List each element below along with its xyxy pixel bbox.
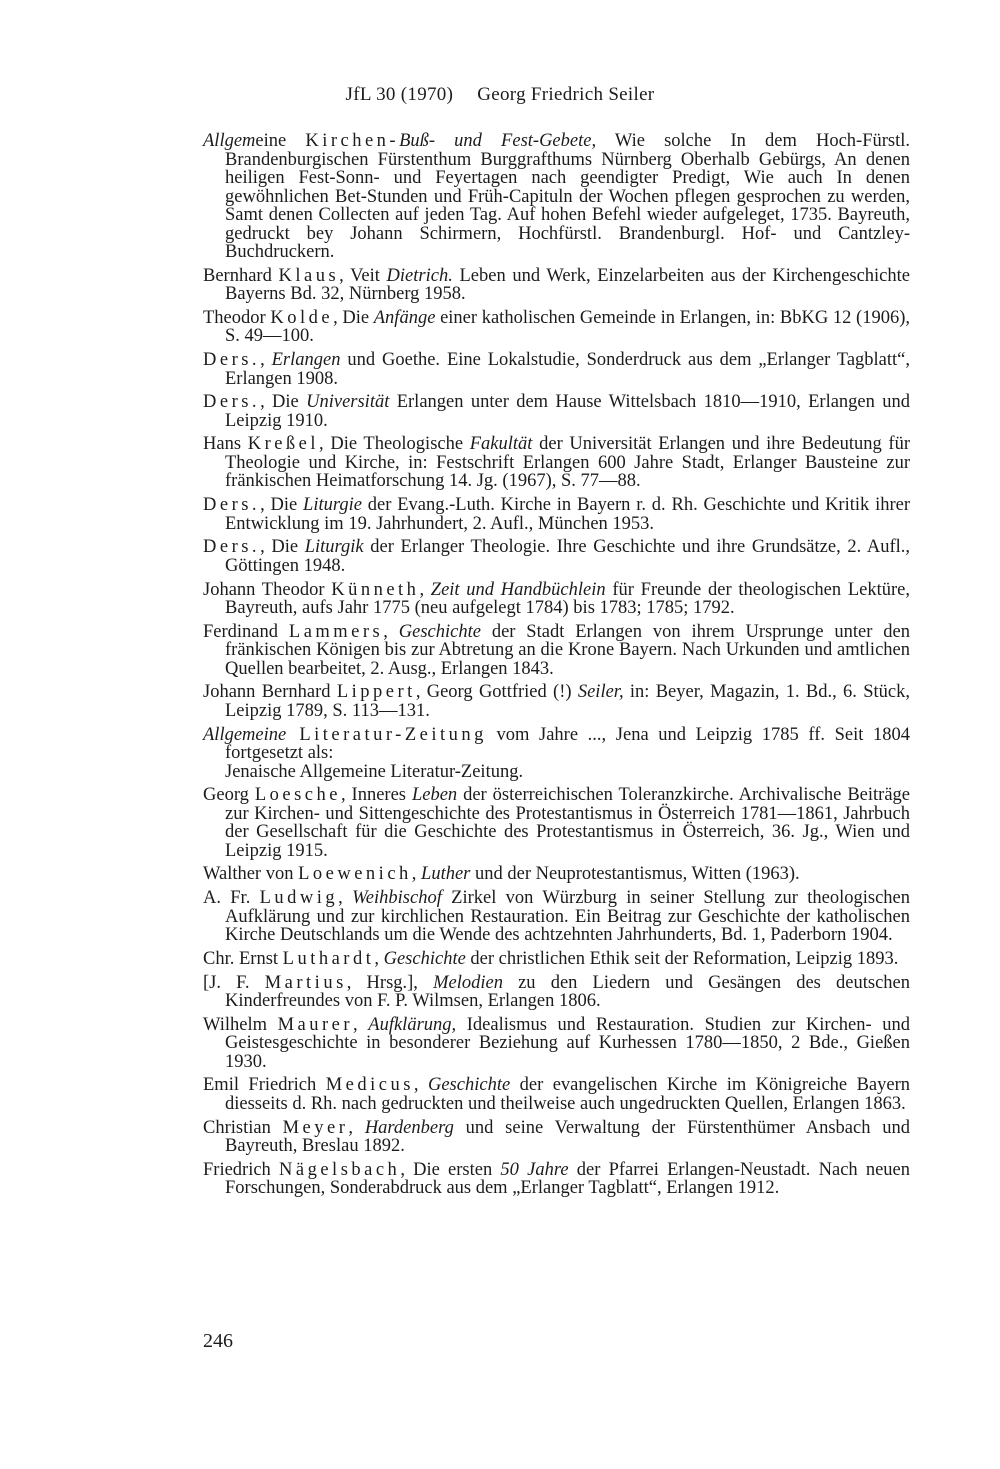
entry-i-text: Geschichte <box>427 1075 511 1096</box>
entry-d-text: für Freunde der theologischen Lektüre, Bayreuth, aufs Jahr 1775 (neu aufgelegt 1784) bis 1783; 1785; 1792. <box>225 579 910 618</box>
entry-a-text: Chr. Ernst <box>203 948 283 969</box>
bibliography-entry <box>203 132 910 262</box>
bibliography-entry <box>203 974 910 1011</box>
bibliography-entry <box>203 393 910 430</box>
entry-d-text: der österreichischen Toleranzkirche. Archivalische Beiträge zur Kirchen- und Sittengeschichte des Protestantismus in Österreich 1781—1861, Jahrbuch der Gesellschaft für die Geschichte des Protestantismus in Österreich, 36. Jg., Wien und Leipzig 1915. <box>225 785 910 861</box>
bibliography-entry <box>203 496 910 533</box>
entry-b-text: , Inneres <box>340 785 412 806</box>
entry-i-text: Geschichte <box>383 948 466 969</box>
entry-d-text: der christlichen Ethik seit der Reformation, Leipzig 1893. <box>465 948 899 969</box>
entry-i-text: Seiler, <box>577 682 624 703</box>
entry-a-text: Walther von <box>203 864 299 885</box>
entry-b-text: , <box>411 864 422 885</box>
entry-i-text: Buß- und Fest-Gebete, <box>399 131 597 151</box>
entry-i-text: Anfänge <box>373 307 436 328</box>
bibliography-entry <box>203 683 910 720</box>
entry-d-text: der Erlanger Theologie. Ihre Geschichte und ihre Grundsätze, 2. Aufl., Göttingen 1948. <box>225 537 910 576</box>
entry-b-text: , <box>338 888 353 909</box>
bibliography-list <box>203 132 910 1203</box>
entry-a-text: Johann Bernhard <box>203 682 337 703</box>
entry-a-text: Emil Friedrich <box>203 1075 326 1096</box>
entry-d-text: und Goethe. Eine Lokalstudie, Sonderdruck aus dem „Erlanger Tagblatt“, Erlangen 1908. <box>225 350 910 389</box>
journal-reference: JfL 30 (1970) <box>345 84 454 105</box>
entry-sp-text: Martius <box>264 972 347 993</box>
bibliography-entry <box>203 351 910 388</box>
entry-sp-text: Lammers <box>288 621 384 642</box>
entry-d-text: der Stadt Erlangen von ihrem Ursprunge unter den fränkischen Königen bis zur Abtretung an die Krone Bayern. Nach Urkunden und amtlichen Quellen bearbeitet, 2. Ausg., Erlangen 1843. <box>225 621 911 679</box>
entry-i-text: Allgem <box>203 131 256 151</box>
entry-d-text: der Universität Erlangen und ihre Bedeutung für Theologie und Kirche, in: Festschrift Erlangen 600 Jahre Stadt, Erlanger Bausteine zur fränkischen Heimatforschung 14. Jg. (1967), S. 77—88. <box>225 434 910 492</box>
entry-d-text: Leben und Werk, Einzelarbeiten aus der Kirchengeschichte Bayerns Bd. 32, Nürnberg 1958. <box>225 265 910 305</box>
bibliography-entry <box>203 950 910 969</box>
entry-i-text: Liturgik <box>304 537 364 558</box>
entry-sp-text: Literatur-Zeitung <box>286 724 487 745</box>
entry-i-text: Geschichte <box>398 621 481 642</box>
bibliography-entry <box>203 623 910 679</box>
entry-d-text: Wie solche In dem Hoch-Fürstl. Brandenburgischen Fürstenthum Burggrafthums Nürnberg Oberhalb Gebürgs, An denen heiligen Fest-Sonn- und Feyertagen nach geendigter Predigt, Wie auch In denen gewöhnlichen Bet-Stunden und Früh-Capituln der Wochen pflegen gesprochen zu werden, Samt denen Collecten auf jeden Tag. Auf hohen Befehl wieder aufgeleget, 1735. Bayreuth, gedruckt bey Johann Schirmern, Hochfürstl. Brandenburgl. Hof- und Cantzley-Buchdruckern. <box>225 131 910 262</box>
entry-b-text: , Die Theologische <box>319 434 470 455</box>
entry-a-text: [J. F. <box>203 972 265 993</box>
entry-d-text: zu den Liedern und Gesängen des deutschen Kinderfreundes von F. P. Wilmsen, Erlangen 1806. <box>225 972 910 1011</box>
entry-i-text: Universität <box>306 392 390 413</box>
entry-i-text: 50 Jahre <box>500 1159 569 1180</box>
entry-br-text: Jenaische Allgemeine Literatur-Zeitung. <box>225 761 524 782</box>
bibliography-entry <box>203 889 910 945</box>
entry-sp-text: Ders. <box>203 495 261 516</box>
entry-a-text: Hans <box>203 434 248 455</box>
bibliography-entry <box>203 865 910 884</box>
entry-c-text: eine <box>255 131 306 151</box>
entry-d-text: einer katholischen Gemeinde in Erlangen, in: BbKG 12 (1906), S. 49—100. <box>225 307 910 347</box>
running-header <box>0 84 1000 106</box>
entry-b-text: , Die ersten <box>400 1159 501 1180</box>
bibliography-entry <box>203 538 910 575</box>
entry-sp-text: Künneth <box>331 579 420 600</box>
entry-i-text: Aufklärung, <box>368 1014 457 1035</box>
entry-a-text: Bernhard <box>203 265 279 286</box>
entry-sp-text: Luthardt <box>282 948 375 969</box>
entry-b-text: , <box>348 1117 365 1138</box>
entry-a-text: Theodor <box>203 307 271 328</box>
entry-d-text: der Evang.-Luth. Kirche in Bayern r. d. Rh. Geschichte und Kritik ihrer Entwicklung im 19. Jahrhundert, 2. Aufl., München 1953. <box>225 495 910 534</box>
entry-d-text: und seine Verwaltung der Fürstenthümer Ansbach und Bayreuth, Breslau 1892. <box>225 1117 910 1157</box>
entry-b-text: , <box>413 1075 428 1096</box>
bibliography-entry <box>203 435 910 491</box>
entry-i-text: Fakultät <box>469 434 533 455</box>
entry-sp-text: Kirchen- <box>305 131 400 151</box>
bibliography-entry <box>203 1016 910 1072</box>
bibliography-entry <box>203 1076 910 1113</box>
entry-b-text: , <box>260 350 272 371</box>
entry-a-text: Ferdinand <box>203 621 289 642</box>
entry-b-text: , Die <box>260 495 304 516</box>
entry-sp-text: Klaus <box>278 265 340 286</box>
entry-b-text: , <box>419 579 431 600</box>
bibliography-entry <box>203 309 910 346</box>
entry-sp-text: Kreßel <box>247 434 320 455</box>
entry-i-text: Luther <box>421 864 471 885</box>
entry-b-text: , Die <box>260 537 305 558</box>
entry-i-text: Allgemeine <box>203 724 287 745</box>
entry-d-text: in: Beyer, Magazin, 1. Bd., 6. Stück, Leipzig 1789, S. 113—131. <box>225 682 910 721</box>
entry-a-text: Christian <box>203 1117 283 1138</box>
entry-sp-text: Ders. <box>203 537 261 558</box>
entry-a-text: Georg <box>203 785 255 806</box>
entry-b-text: , <box>374 948 384 969</box>
entry-b-text: , Georg Gottfried (!) <box>415 682 578 703</box>
entry-i-text: Leben <box>411 785 458 806</box>
entry-b-text: , Veit <box>339 265 387 286</box>
entry-i-text: Erlangen <box>271 350 341 371</box>
entry-b-text: , Hrsg.], <box>346 972 434 993</box>
entry-sp-text: Nägelsbach <box>279 1159 401 1180</box>
entry-d-text: Idealismus und Restauration. Studien zur Kirchen- und Geistesgeschichte in besonderer Beziehung auf Kurhessen 1780—1850, 2 Bde., Gießen 1930. <box>225 1014 910 1072</box>
entry-i-text: Dietrich. <box>386 265 453 286</box>
entry-d-text: Zirkel von Würzburg in seiner Stellung zur theologischen Aufklärung und zur kirchlichen Restauration. Ein Beitrag zur Geschichte der katholischen Kirche Deutschlands um die Wende des achtzehnten Jahrhunderts, Bd. 1, Paderborn 1904. <box>225 888 911 946</box>
entry-sp-text: Loewenich <box>298 864 412 885</box>
entry-sp-text: Ders. <box>203 350 261 371</box>
entry-sp-text: Meyer <box>282 1117 349 1138</box>
entry-sp-text: Ludwig <box>259 888 339 909</box>
entry-b-text: , <box>353 1014 369 1035</box>
entry-d-text: der Pfarrei Erlangen-Neustadt. Nach neuen Forschungen, Sonderabdruck aus dem „Erlanger Tagblatt“, Erlangen 1912. <box>225 1159 911 1199</box>
entry-i-text: Melodien <box>433 972 503 993</box>
entry-sp-text: Maurer <box>277 1014 354 1035</box>
header-author: Georg Friedrich Seiler <box>477 84 655 105</box>
bibliography-entry <box>203 1161 910 1198</box>
entry-i-text: Zeit und Handbüchlein <box>430 579 606 600</box>
entry-d-text: der evangelischen Kirche im Königreiche Bayern diesseits d. Rh. nach gedruckten und theilweise auch ungedruckten Quellen, Erlangen 1863. <box>225 1075 910 1114</box>
entry-d-text: vom Jahre ..., Jena und Leipzig 1785 ff. Seit 1804 fortgesetzt als: <box>225 724 910 764</box>
entry-sp-text: Medicus <box>325 1075 414 1096</box>
entry-sp-text: Loesche <box>254 785 341 806</box>
entry-sp-text: Ders. <box>203 392 261 413</box>
entry-a-text: A. Fr. <box>203 888 260 909</box>
entry-d-text: Erlangen unter dem Hause Wittelsbach 1810—1910, Erlangen und Leipzig 1910. <box>225 392 910 431</box>
entry-sp-text: Kolde <box>270 307 334 328</box>
bibliography-entry <box>203 1119 910 1156</box>
page-number: 246 <box>203 1330 233 1352</box>
entry-b-text: , Die <box>260 392 307 413</box>
bibliography-entry <box>203 726 910 782</box>
entry-b-text: , <box>383 621 399 642</box>
entry-sp-text: Lippert <box>336 682 416 703</box>
entry-i-text: Hardenberg <box>364 1117 454 1138</box>
entry-b-text: , Die <box>333 307 374 328</box>
entry-i-text: Liturgie <box>303 495 362 516</box>
entry-i-text: Weihbischof <box>352 888 442 909</box>
bibliography-entry <box>203 581 910 618</box>
entry-d-text: und der Neuprotestantismus, Witten (1963). <box>470 864 800 885</box>
bibliography-entry <box>203 786 910 860</box>
entry-a-text: Johann Theodor <box>203 579 332 600</box>
entry-a-text: Wilhelm <box>203 1014 278 1035</box>
entry-a-text: Friedrich <box>203 1159 280 1180</box>
bibliography-entry <box>203 267 910 304</box>
